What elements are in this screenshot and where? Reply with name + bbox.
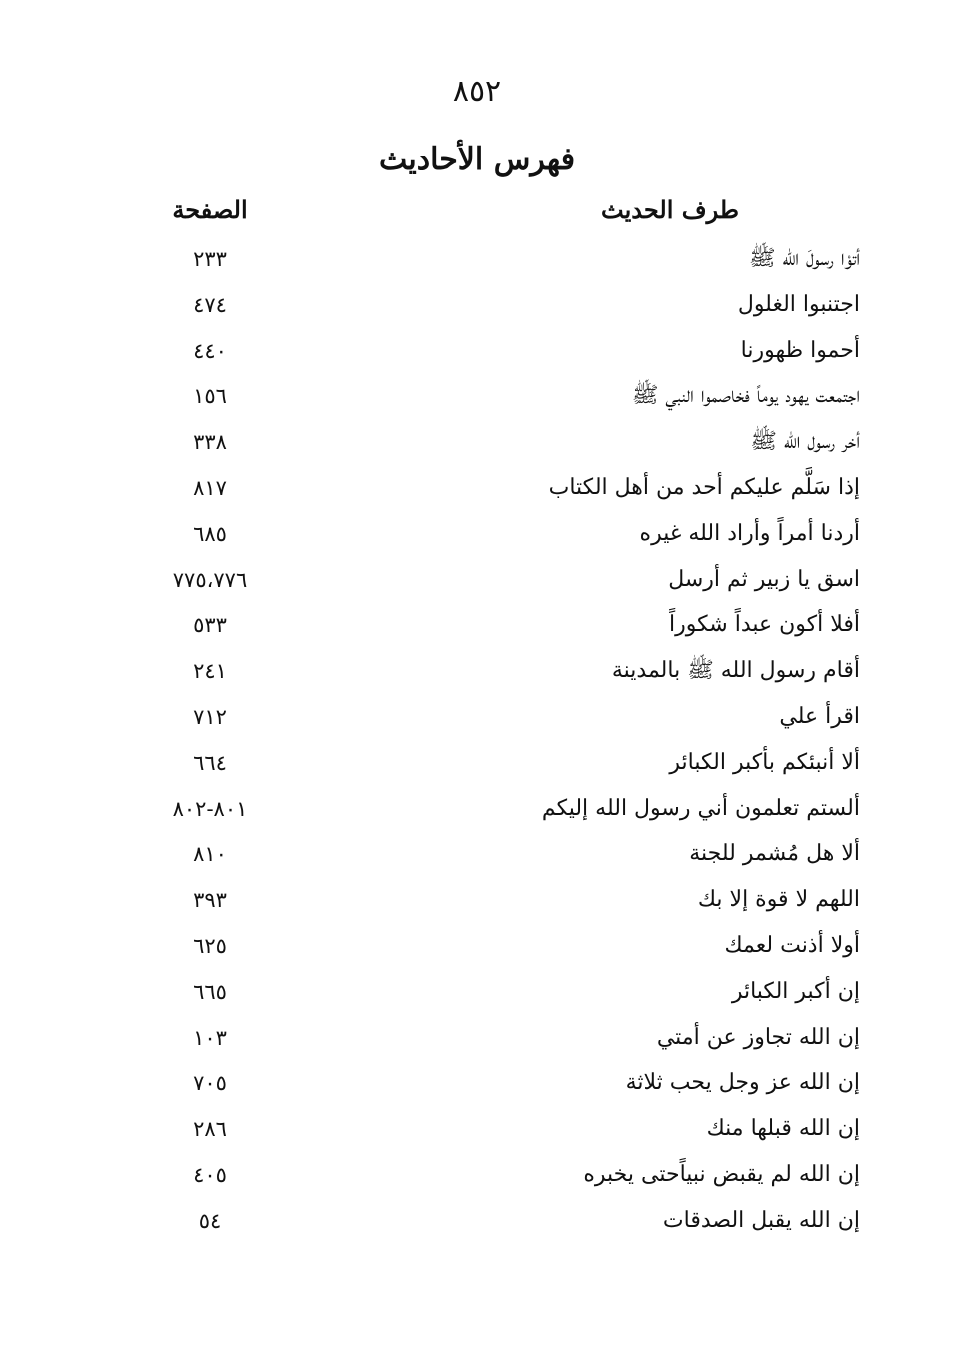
hadith-text: أحموا ظهورنا [740, 337, 860, 363]
index-row [0, 1109, 954, 1155]
index-row [0, 1201, 954, 1247]
index-row [0, 1155, 954, 1201]
page-reference: ٦٢٥ [193, 933, 227, 958]
hadith-text: إن الله عز وجل يحب ثلاثة [625, 1070, 860, 1096]
index-row [0, 880, 954, 926]
index-row [0, 376, 954, 422]
hadith-text: أتوْا رسولَ الله ﷺ [748, 246, 860, 271]
page-reference: ٣٣٨ [193, 430, 227, 455]
index-row [0, 468, 954, 514]
hadith-index-list [0, 239, 954, 1247]
index-row [0, 514, 954, 560]
page-reference: ٨٠١-٨٠٢ [172, 796, 248, 821]
page-reference: ٥٤ [198, 1208, 222, 1233]
page-title: فهرس الأحاديث [378, 142, 576, 177]
index-row [0, 743, 954, 789]
page-reference: ٨١٧ [193, 475, 227, 500]
column-header-page: الصفحة [172, 195, 248, 224]
hadith-text: ألا هل مُشمر للجنة [689, 841, 860, 867]
column-header-hadith: طرف الحديث [601, 195, 739, 224]
page-reference: ٧٠٥ [193, 1071, 227, 1096]
hadith-text: أولا أذنت لعمك [724, 932, 860, 958]
hadith-text: اقرأ علي [779, 703, 860, 729]
page-reference: ٧٧٥،٧٧٦ [172, 567, 248, 592]
page-reference: ٧١٢ [193, 704, 227, 729]
index-row [0, 789, 954, 835]
index-row [0, 926, 954, 972]
hadith-text: إن الله يقبل الصدقات [662, 1207, 860, 1233]
index-header-row [0, 190, 954, 230]
hadith-text: اسق يا زبير ثم أرسل [668, 566, 860, 592]
hadith-text: إن الله لم يقبض نبياًحتى يخبره [583, 1161, 860, 1187]
index-row [0, 605, 954, 651]
page-reference: ٨١٠ [193, 842, 227, 867]
hadith-text: اجتمعت يهود يوماً فخاصموا النبي ﷺ [631, 383, 860, 409]
index-row [0, 697, 954, 743]
index-row [0, 972, 954, 1018]
page-reference: ٢٤١ [193, 659, 227, 684]
page-reference: ٣٩٣ [193, 888, 227, 913]
page-reference: ١٥٦ [193, 384, 227, 409]
index-row [0, 331, 954, 377]
index-row [0, 1018, 954, 1064]
hadith-text: أخر رسول الله ﷺ [750, 429, 860, 455]
page-reference: ٤٤٠ [193, 338, 227, 363]
hadith-text: إن الله تجاوز عن أمتي [656, 1024, 860, 1050]
index-row [0, 239, 954, 285]
page-reference: ٤٧٤ [193, 292, 227, 317]
hadith-text: أردنا أمراً وأراد الله غيره [639, 520, 860, 546]
hadith-text: اجتنبوا الغلول [737, 291, 860, 317]
index-row [0, 560, 954, 606]
page-reference: ١٠٣ [193, 1025, 227, 1050]
hadith-text: ألستم تعلمون أني رسول الله إليكم [541, 795, 860, 821]
index-row [0, 285, 954, 331]
page-reference: ٤٠٥ [193, 1162, 227, 1187]
hadith-text: ألا أنبئكم بأكبر الكبائر [669, 749, 860, 775]
index-row [0, 1063, 954, 1109]
hadith-text: إن الله قبلها منك [706, 1116, 860, 1142]
index-row [0, 834, 954, 880]
page-reference: ٦٦٥ [193, 979, 227, 1004]
index-row [0, 422, 954, 468]
page-reference: ٦٦٤ [193, 750, 227, 775]
hadith-text: أفلا أكون عبداً شكوراً [669, 612, 860, 638]
page-reference: ٥٣٣ [193, 613, 227, 638]
hadith-text: إن أكبر الكبائر [731, 978, 860, 1004]
page-reference: ٢٨٦ [193, 1117, 227, 1142]
index-row [0, 651, 954, 697]
hadith-text: أقام رسول الله ﷺ بالمدينة [611, 658, 860, 684]
page-reference: ٦٨٥ [193, 521, 227, 546]
hadith-text: إذا سَلَّم عليكم أحد من أهل الكتاب [548, 474, 860, 500]
page-number: ٨٥٢ [452, 74, 502, 109]
page-reference: ٢٣٣ [193, 247, 227, 271]
hadith-text: اللهم لا قوة إلا بك [697, 887, 860, 913]
